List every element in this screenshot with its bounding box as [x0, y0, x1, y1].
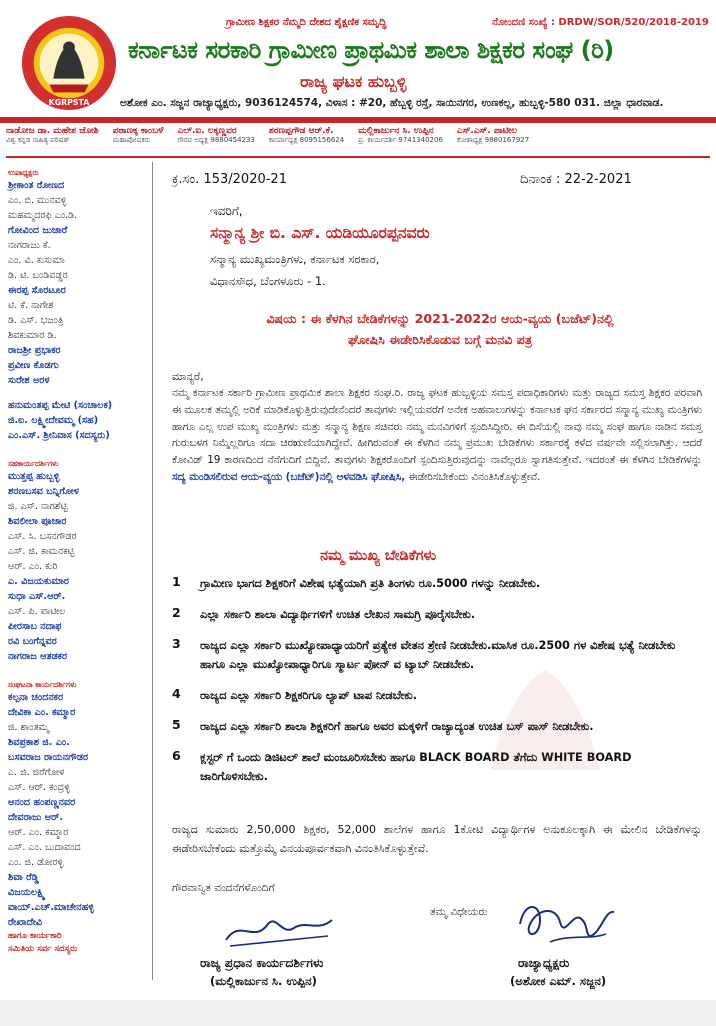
demands-heading: ನಮ್ಮ ಮುಖ್ಯ ಬೇಡಿಕೆಗಳು	[320, 548, 437, 564]
committee-member: ದೇವರಾಜು ಆರ್.	[8, 812, 63, 823]
officer-name: ಮಲ್ಲಿಕಾರ್ಜುನ ಸಿ. ಉಪ್ಪಿನ	[358, 126, 434, 136]
demand-text: ರಾಜ್ಯದ ಎಲ್ಲಾ ಸರ್ಕಾರಿ ಶಾಲಾ ಶಿಕ್ಷಕರಿಗೆ ಹಾಗೂ ಅವರ ಮಕ್ಕಳಿಗೆ ರಾಜ್ಯಾದ್ಯಂತ ಉಚಿತ ಬಸ್ ಪಾಸ್ ನೀಡಬೇಕು.	[200, 720, 594, 733]
committee-member: ಎಂ. ವಿ. ಕುಸುಮಾ	[8, 255, 65, 266]
addressee-designation: ಸನ್ಮಾನ್ಯ ಮುಖ್ಯಮಂತ್ರಿಗಳು, ಕರ್ನಾಟಕ ಸರಕಾರ,	[210, 252, 380, 266]
addressee-name: ಸನ್ಮಾನ್ಯ ಶ್ರೀ ಬಿ. ಎಸ್. ಯಡಿಯೂರಪ್ಪನವರು	[210, 224, 430, 242]
demand-item	[172, 636, 702, 674]
subject-line: ಘೋಷಿಸಿ ಈಡೇರಿಸಿಕೊಡುವ ಬಗ್ಗೆ ಮನವಿ ಪತ್ರ	[347, 332, 533, 347]
to-label: ಇವರಿಗೆ,	[210, 204, 243, 218]
group-gap	[8, 664, 146, 674]
committee-member: ಕಲ್ಪನಾ ಚಂದನಕರ	[8, 692, 64, 703]
committee-member: ಜಿ. ಎಸ್. ನಾಗಶೆಟ್ಟಿ	[8, 501, 68, 512]
committee-member: ಎ. ವಿಜಯಕುಮಾರ	[8, 576, 70, 587]
officer	[177, 126, 254, 148]
officer	[358, 126, 443, 148]
body-highlight: ಸದ್ಯ ಮಂಡಿಸಲಿರುವ ಆಯ-ವ್ಯಯ (ಬಜೆಟ್)ನಲ್ಲಿ ಅಳವಡಿಸಿ ಘೋಷಿಸಿ,	[172, 470, 406, 483]
demand-number: 4	[172, 686, 181, 701]
committee-member: ಎಂ.ಎಸ್. ಶ್ರೀನಿವಾಸ (ಸದಸ್ಯರು)	[8, 430, 110, 441]
closing-paragraph: ರಾಜ್ಯದ ಸುಮಾರು 2,50,000 ಶಿಕ್ಷಕರ, 52,000 ಶಾಲೆಗಳ ಹಾಗೂ 1ಕೋಟಿ ವಿದ್ಯಾರ್ಥಿಗಳ ಅನುಕೂಲಕ್ಕಾಗಿ ಈ ಮೇಲಿನ ಬೇಡಿಕೆಗಳನ್ನು ಈಡೇರಿಸಬೇಕೆಂದು ಮತ್ತೊಮ್ಮೆ ವಿನಯಪೂರ್ವಕವಾಗಿ ವಿನಂತಿಸಿಕೊಳ್ಳುತ್ತೇವೆ.	[172, 823, 702, 855]
demand-text: ರಾಜ್ಯದ ಎಲ್ಲಾ ಸರ್ಕಾರಿ ಮುಖ್ಯೋಪಾಧ್ಯಾಯರಿಗೆ ಪ್ರತ್ಯೇಕ ವೇತನ ಶ್ರೇಣಿ ನೀಡಬೇಕು.ಮಾಸಿಕ ರೂ.2500 ಗಳ ವಿಶೇಷ ಭತ್ಯೆ ನೀಡಬೇಕು ಹಾಗೂ ಎಲ್ಲಾ ಮುಖ್ಯೋಪಾಧ್ಯಾರಿಗೂ ಸ್ಮಾರ್ಟ ಪೋನ್ ವ ಟ್ಯಾಬ್ ನೀಡಬೇಕು.	[200, 639, 676, 671]
secretary-name: (ಮಲ್ಲಿಕಾರ್ಜುನ ಸಿ. ಉಪ್ಪಿನ)	[210, 974, 317, 988]
committee-member: ಬಸವರಾಜ ರಾಯನಗೌಡರ	[8, 752, 89, 763]
demand-item	[172, 605, 702, 624]
officer	[6, 126, 99, 148]
officer-name: ಎಸ್.ಎಸ್. ಪಾಟೀಲ	[456, 126, 518, 136]
committee-member: ನಾಗರಾಜ ಆತಡಕರ	[8, 651, 68, 662]
committee-member: ಎಸ್. ಆರ್. ಕಂದ್ರಳ್ಳಿ	[8, 782, 71, 793]
motto: ಗ್ರಾಮೀಣ ಶಿಕ್ಷಕರ ನೆಮ್ಮದಿ ದೇಶದ ಶೈಕ್ಷಣಿಕ ಸಮೃದ್ಧಿ	[226, 17, 387, 28]
officer	[269, 126, 344, 148]
demand-item	[172, 686, 702, 705]
committee-member: ಜಿ. ಶಾಂತಮ್ಮ	[8, 722, 49, 733]
committee-footer: ಹಾಗೂ ಕಾರ್ಯಕಾರಿ	[8, 931, 62, 941]
demand-text: ಎಲ್ಲಾ ಸರ್ಕಾರಿ ಶಾಲಾ ವಿದ್ಯಾರ್ಥಿಗಳಿಗೆ ಉಚಿತ ಲೇಖನ ಸಾಮಗ್ರಿ ಪೂರೈಸಬೇಕು.	[200, 608, 476, 621]
secretary-title: ರಾಜ್ಯ ಪ್ರಧಾನ ಕಾರ್ಯದರ್ಶಿಗಳು	[200, 956, 324, 970]
officer-name: ಪಠಾಣಕ್ಕ ಕಾಂಬಳೆ	[112, 126, 164, 136]
addressee-address: ವಿಧಾನಸೌಧ, ಬೆಂಗಳೂರು - 1.	[210, 274, 326, 288]
body-paragraph	[172, 385, 702, 486]
officer-role: ಗೌರವ ಅಧ್ಯಕ್ಷ 9880454233	[177, 136, 255, 144]
committee-member: ಆನಂದ ಹಂಪಣ್ಣನವರ	[8, 797, 76, 808]
committee-member: ಎಸ್. ಎಂ. ಬುದಾವಂದ	[8, 842, 81, 853]
committee-member: ಪ್ರವೀಣ ಕೊಡಗು	[8, 360, 59, 371]
committee-member: ಶಿವಪ್ರಕಾಶ ಜಿ. ಎಂ.	[8, 737, 70, 748]
regards: ಗೌರವಾನ್ವಿತ ವಂದನೆಗಳೊಂದಿಗೆ	[172, 882, 275, 894]
registration-number: ನೋಂದಣಿ ಸಂಖ್ಯೆ : DRDW/SOR/520/2018-2019	[492, 17, 709, 28]
svg-text:KGRPSTA: KGRPSTA	[48, 98, 90, 108]
committee-member: ಶಿವಕುಮಾರ ಡಿ.	[8, 330, 57, 341]
demands-list	[172, 574, 702, 798]
committee-member: ಆರ್. ಎಂ. ಕುರಿ	[8, 561, 58, 572]
demand-number: 3	[172, 636, 181, 651]
letter-date: ದಿನಾಂಕ : 22-2-2021	[520, 172, 632, 187]
committee-member: ಶಿವಾ ರೆಡ್ಡಿ	[8, 872, 39, 883]
group-gap	[8, 443, 146, 453]
committee-sidebar	[8, 162, 146, 980]
organization-subtitle: ರಾಜ್ಯ ಘಟಕ ಹುಬ್ಬಳ್ಳಿ	[300, 72, 407, 91]
committee-member: ಮುತ್ತಪ್ಪ ಹುಬ್ಬಳ್ಳಿ	[8, 471, 60, 482]
committee-member: ವಿಜಯಲಕ್ಷ್ಮಿ	[8, 887, 46, 898]
committee-member: ಪೀರಸಾಬ ನದಾಫ	[8, 621, 62, 632]
officers-divider	[6, 156, 710, 158]
demand-text: ಗ್ರಾಮೀಣ ಭಾಗದ ಶಿಕ್ಷಕರಿಗೆ ವಿಶೇಷ ಭತ್ಯೆಯಾಗಿ ಪ್ರತಿ ತಿಂಗಳು ರೂ.5000 ಗಳನ್ನು ನೀಡಬೇಕು.	[200, 577, 541, 590]
committee-member: ರೇಖಾದೇವಿ	[8, 917, 43, 928]
header-divider	[0, 117, 716, 123]
committee-member: ಡಿ. ಟಿ. ಬಂಡಿವಡ್ಡರ	[8, 270, 68, 281]
officer-role: ಕೋಶಾಧ್ಯಕ್ಷ 9880167927	[456, 136, 530, 144]
committee-footer: ಸಮಿತಿಯ ಸರ್ವ ಸದಸ್ಯರು	[8, 944, 78, 954]
organization-address: ಅಶೋಕ ಎಂ. ಸಜ್ಜನ ರಾಜ್ಯಾಧ್ಯಕ್ಷರು, 9036124574, ವಿಳಾಸ : #20, ಹೆಬ್ಬಳ್ಳಿ ರಸ್ತೆ, ಸಾಯಿನಗರ, ಉಣಕಲ್ಲ, ಹುಬ್ಬಳ್ಳಿ-580 031. ಜಿಲ್ಲಾ ಧಾರವಾಡ.	[120, 97, 664, 109]
association-logo	[20, 14, 118, 112]
salutation: ಮಾನ್ಯರೆ,	[172, 370, 204, 383]
committee-member: ಈರಪ್ಪ ಸೊರಟೂರ	[8, 285, 66, 296]
committee-member: ಎಂ. ಬಿ. ಮುನವಳ್ಳಿ	[8, 195, 67, 206]
president-title: ರಾಜ್ಯಾಧ್ಯಕ್ಷರು	[518, 956, 570, 970]
committee-member: ಸುರೇಶ ಅರಳ	[8, 375, 50, 386]
committee-member: ಎಸ್. ಸಿ. ಬಸನಗೌಡರ	[8, 531, 77, 542]
subject-line: ವಿಷಯ : ಈ ಕೆಳಗಿನ ಬೇಡಿಕೆಗಳನ್ನು 2021-2022ರ ಆಯ-ವ್ಯಯ (ಬಜೆಟ್)ನಲ್ಲಿ	[266, 311, 614, 326]
demand-text: ರಾಜ್ಯದ ಎಲ್ಲಾ ಸರ್ಕಾರಿ ಶಿಕ್ಷಕರಿಗೂ ಲ್ಯಾಪ್ ಟಾಪ ನೀಡಬೇಕು.	[200, 689, 418, 702]
officer-role: ವಿಶ್ವ ಕನ್ನಡ ಸಾಹಿತ್ಯ ಪರಿಷತ್	[6, 136, 70, 144]
demand-item	[172, 717, 702, 736]
committee-member: ಶಿವಲೀಲಾ ಪೂಜಾರ	[8, 516, 67, 527]
committee-member: ಎಸ್. ಪಿ. ಪಾಟೀಲ	[8, 606, 66, 617]
committee-member: ಎ. ಜಿ. ಜಿರೆಗೋಳ	[8, 767, 65, 778]
committee-member: ಸುಧಾ ಎಸ್.ಆರ್.	[8, 591, 66, 602]
committee-member: ಶ್ರೀಕಾಂತ ರೋಣದ	[8, 180, 65, 191]
secretary-signature	[220, 906, 340, 952]
committee-member: ಹನುಮಂತಪ್ಪ ಮೇಟಿ (ಸಂಚಾಲಕ)	[8, 400, 113, 411]
committee-member: ವಾಯ್.ಎಚ್.ಮಾಚೇನಹಳ್ಳಿ	[8, 902, 95, 913]
sidebar-divider	[152, 162, 153, 980]
committee-member: ಟಿ. ಕೆ. ನಾಗೇಶ	[8, 300, 54, 311]
committee-member: ಶರಣಬಸವ ಬನ್ನಿಗೋಳ	[8, 486, 80, 497]
committee-member: ಮಹಮ್ಮದರಫಿ ಎಂ.ಡಿ.	[8, 210, 78, 221]
officer-name: ನಾಡೋಜ ಡಾ. ಮಹೇಶ ಜೋಶಿ	[6, 126, 99, 136]
subject	[200, 308, 680, 350]
committee-member: ಜಿ.ಐ. ಲಕ್ಷ್ಮೀದೇವಮ್ಮ (ಸಹ)	[8, 415, 99, 426]
committee-category: ಉಪಾಧ್ಯಕ್ಷರು	[8, 168, 39, 177]
officers-row	[6, 126, 710, 148]
president-signature	[510, 894, 620, 950]
officer	[113, 126, 164, 148]
group-gap	[8, 388, 146, 398]
organization-name: ಕರ್ನಾಟಕ ಸರಕಾರಿ ಗ್ರಾಮೀಣ ಪ್ರಾಥಮಿಕ ಶಾಲಾ ಶಿಕ್ಷಕರ ಸಂಘ (ರಿ)	[128, 36, 614, 64]
committee-member: ಗೋವಿಂದ ಜುಜಾರೆ	[8, 225, 68, 236]
committee-member: ಡಿ. ಎಸ್. ಭಜಂತ್ರಿ	[8, 315, 64, 326]
committee-member: ರವಿ ಬಂಗೆನ್ನವರ	[8, 636, 57, 647]
demand-item	[172, 574, 702, 593]
president-name: (ಅಶೋಕ ಎಮ್. ಸಜ್ಜನ)	[510, 974, 607, 988]
yours-faithfully: ತಮ್ಮ ವಿಧೇಯರು	[430, 906, 488, 918]
committee-category: ಸಹಕಾರ್ಯದರ್ಶಿಗಳು	[8, 459, 59, 468]
committee-category: ಸಂಘಟನಾ ಕಾರ್ಯದರ್ಶಿಗಳು	[8, 680, 77, 689]
officer	[457, 126, 529, 148]
demand-text: ಕ್ಲಸ್ಟರ್ ಗೆ ಒಂದು ಡಿಜಿಟಲ್ ಶಾಲೆ ಮಂಜೂರಿಸಬೇಕು ಹಾಗೂ BLACK BOARD ತೆಗೆದು WHITE BOARD ಜಾರಿಗೊಳಿಸಬೇಕು.	[200, 751, 632, 783]
officer-role: ಪ್ರ. ಕಾರ್ಯದರ್ಶಿ 9741340206	[358, 136, 443, 144]
officer-role: ಮಹಾಪೋಷಕರು	[112, 136, 151, 144]
demand-number: 2	[172, 605, 181, 620]
demand-item	[172, 748, 702, 786]
page-bottom-band	[0, 1000, 716, 1026]
demand-number: 1	[172, 574, 181, 589]
committee-member: ರಾಜಶ್ರೀ ಪ್ರಭಾಕರ	[8, 345, 61, 356]
committee-member: ದೇವಿಕಾ ಎಂ. ಕಮ್ಮಾರ	[8, 707, 76, 718]
body-text-part: ಈಡೇರಿಸಬೇಕೆಂದು ವಿನಂತಿಸಿಕೊಳ್ಳುತ್ತೇವೆ.	[405, 470, 541, 483]
demand-number: 5	[172, 717, 181, 732]
officer-name: ಶರಣಪ್ಪಗೌಡ ಆರ್.ಕೆ.	[268, 126, 334, 136]
reference-number: ಕ್ರ.ಸಂ. 153/2020-21	[172, 172, 287, 187]
demand-number: 6	[172, 748, 181, 763]
committee-member: ಎಸ್. ಜಿ. ಕಾಮನಕಟ್ಟಿ	[8, 546, 75, 557]
committee-member: ಆರ್. ಎಂ. ಕಮ್ಮಾರ	[8, 827, 69, 838]
body-text-part: ನಮ್ಮ ಕರ್ನಾಟಕ ಸರ್ಕಾರಿ ಗ್ರಾಮೀಣ ಪ್ರಾಥಮಿಕ ಶಾಲಾ ಶಿಕ್ಷಕರ ಸಂಘ.ರಿ. ರಾಜ್ಯ ಘಟಕ ಹುಬ್ಬಳ್ಳಿಯ ಸಮಸ್ತ ಪದಾಧಿಕಾರಿಗಳು ಮತ್ತು ರಾಜ್ಯದ ಸಮಸ್ತ ಶಿಕ್ಷಕರ ಪರವಾಗಿ ಈ ಮೂಲಕ ತಮ್ಮಲ್ಲಿ ಅರಿಕೆ ಮಾಡಿಕೊಳ್ಳುತ್ತಿರುವುದೇನೆಂದರೆ ತಾವುಗಳು ಇಲ್ಲಿಯವರೆಗೆ ಅನೇಕ ಅಹವಾಲುಗಳನ್ನು ಕರ್ನಾಟಕ ಘನ ಸರ್ಕಾರದ ಸನ್ಮಾನ್ಯ ಮುಖ್ಯ ಮಂತ್ರಿಗಳು ಹಾಗೂ ಎಲ್ಲ ಉಪ ಮುಖ್ಯ ಮಂತ್ರಿಗಳು ಮತ್ತು ಸನ್ಮಾನ್ಯ ಶಿಕ್ಷಣ ಸಚಿವರು ನಮ್ಮ ಮನವಿಗಳಿಗೆ ಸ್ಪಂದಿಸಿದ್ದೀರಿ. ಈ ದಿಸೆಯಲ್ಲಿ ನಾವು ನಮ್ಮ ಸಂಘ ಹಾಗೂ ನಾಡಿನ ಸಮಸ್ತ ಗುರುಬಳಗ ನಿಮ್ಮೆಲ್ಲರಿಗೂ ಸದಾ ಚಿರಋಣಿಯಾಗಿದ್ದೇವೆ. ಹೀಗಿರುವಂತೆ ಈ ಕೆಳಗಿನ ನಮ್ಮ ಪ್ರಮುಖ ಬೇಡಿಕೆಗಳು ಸರ್ಕಾರಕ್ಕೆ ಕಳೆದ ವರ್ಷವೇ ಸಲ್ಲಿಸಲಾಗಿತ್ತು. ಆದರೆ ಕೋವಿಡ್ 19 ಕಾರಣದಿಂದ ನೆನೆಗುದಿಗೆ ಬಿದ್ದಿವೆ. ತಾವುಗಳು ಶಿಕ್ಷಕರೊಂದಿಗೆ ಸ್ಪಂದಿಸುತ್ತಿರುವುದನ್ನು ನಾವೆಲ್ಲರೂ ಸ್ವಾಗತಿಸುತ್ತೇವೆ. ಇದರಂತೆ ಈ ಕೆಳಗಿನ ಬೇಡಿಕೆಗಳನ್ನು	[172, 387, 702, 467]
officer-name: ಎಲ್.ಐ. ಲಕ್ಕಣ್ಣವರ	[177, 126, 237, 136]
committee-member: ನಾಗರಾಜು ಕೆ.	[8, 240, 51, 251]
committee-member: ಎಂ. ಜಿ. ಡೋರಳ್ಳಿ	[8, 857, 64, 868]
logo-watermark	[470, 660, 620, 780]
letter-body	[160, 162, 704, 988]
officer-role: ಕಾರ್ಯಾಧ್ಯಕ್ಷ 8095156624	[268, 136, 345, 144]
